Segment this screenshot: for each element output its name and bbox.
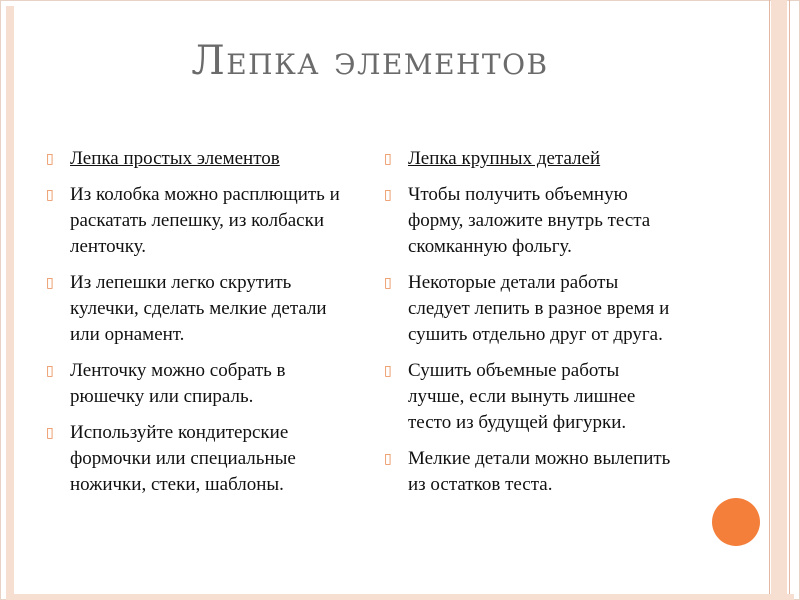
list-item xyxy=(42,182,342,260)
bullet-icon: ▯ xyxy=(46,364,54,379)
bullet-icon: ▯ xyxy=(46,276,54,291)
left-column-heading xyxy=(42,146,342,172)
orange-circle-decoration xyxy=(712,498,760,546)
bullet-icon: ▯ xyxy=(46,152,54,167)
list-item xyxy=(42,270,342,348)
list-item-text: Из колобка можно расплющить и раскатать лепешку, из колбаски ленточку. xyxy=(70,184,340,257)
bullet-icon: ▯ xyxy=(384,188,392,203)
left-decor-band xyxy=(6,6,14,594)
list-item-text: Используйте кондитерские формочки или специальные ножички, стеки, шаблоны. xyxy=(70,422,296,495)
bullet-icon: ▯ xyxy=(384,452,392,467)
slide-title: Лепка элементов xyxy=(191,38,549,84)
list-item-text: Из лепешки легко скрутить кулечки, сделать мелкие детали или орнамент. xyxy=(70,272,327,345)
right-decor-line xyxy=(789,0,790,600)
right-decor-line xyxy=(769,0,770,600)
list-item xyxy=(380,182,680,260)
list-item xyxy=(380,446,680,498)
list-item-text: Сушить объемные работы лучше, если вынуть лишнее тесто из будущей фигурки. xyxy=(408,360,636,433)
bullet-icon: ▯ xyxy=(384,152,392,167)
right-column xyxy=(380,146,680,508)
bullet-icon: ▯ xyxy=(384,364,392,379)
list-item xyxy=(380,358,680,436)
list-item-text: Чтобы получить объемную форму, заложите внутрь теста скомканную фольгу. xyxy=(408,184,651,257)
left-heading-text: Лепка простых элементов xyxy=(70,148,280,169)
right-column-heading xyxy=(380,146,680,172)
list-item-text: Ленточку можно собрать в рюшечку или спираль. xyxy=(70,360,286,407)
list-item xyxy=(42,420,342,498)
list-item xyxy=(42,358,342,410)
right-heading-text: Лепка крупных деталей xyxy=(408,148,601,169)
list-item xyxy=(380,270,680,348)
bullet-icon: ▯ xyxy=(46,426,54,441)
list-item-text: Мелкие детали можно вылепить из остатков теста. xyxy=(408,448,671,495)
bullet-icon: ▯ xyxy=(384,276,392,291)
right-decor-band xyxy=(771,0,787,600)
left-column xyxy=(42,146,342,508)
list-item-text: Некоторые детали работы следует лепить в разное время и сушить отдельно друг от друга. xyxy=(408,272,670,345)
bottom-decor-band xyxy=(6,594,794,600)
bullet-icon: ▯ xyxy=(46,188,54,203)
